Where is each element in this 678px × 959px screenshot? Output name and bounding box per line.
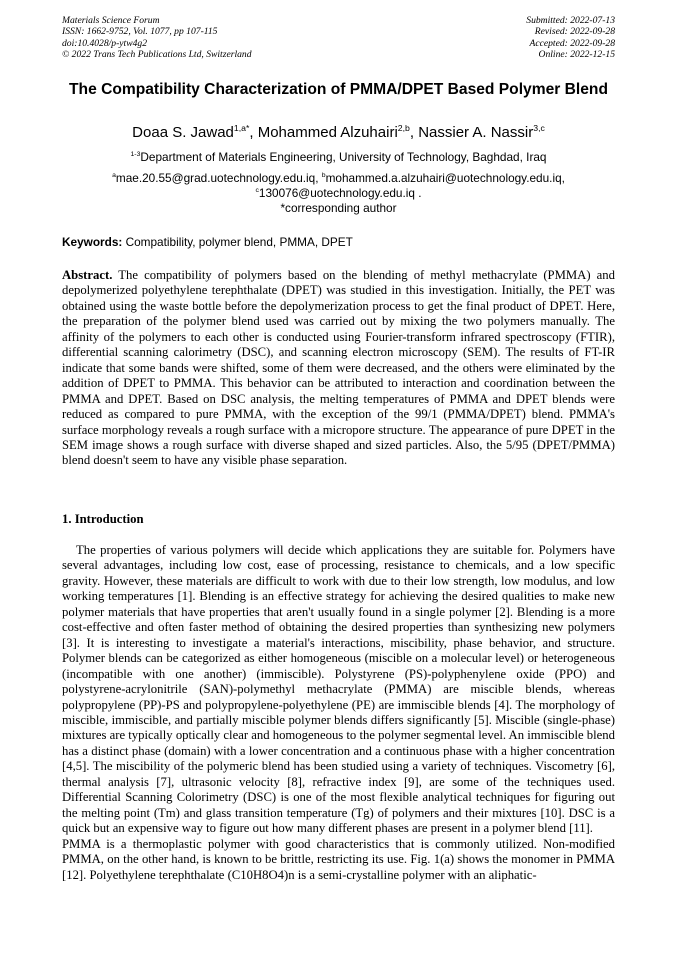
date-revised: Revised: 2022-09-28	[534, 26, 615, 38]
paper-title: The Compatibility Characterization of PMMA/DPET Based Polymer Blend	[69, 81, 608, 98]
submission-dates	[526, 15, 615, 60]
email-c: 130076@uotechnology.edu.iq .	[258, 185, 422, 200]
email-mark: b	[321, 172, 326, 180]
email-mark: a	[112, 172, 116, 180]
author-name: Nassier A. Nassir	[418, 124, 534, 141]
abstract-text: The compatibility of polymers based on the blending of methyl methacrylate (PMMA) and depolymerized polyethylene terephthalate (DPET) was studied in this investigation. Initially, the PET was obtained using the waste bottle before the depolymerization process to get the final product of DPET. Here, the preparation of the polymer blend used was carried out by mixing the two polymers manually. The affinity of the polymers to each other is conducted using Fourier-transform infrared spectroscopy (FTIR), differential scanning calorimetry (DSC), and scanning electron microscopy (SEM). The results of FT-IR indicate that some bands were shifted, some of them were decreased, and the others were eliminated by the addition of DPET to PMMA. This behavior can be attributed to interaction and coordination between the PMMA and DPET. Based on DSC analysis, the melting temperatures of PMMA and DPET blends were reduced as compared to pure PMMA, with the exception of the 99/1 (PMMA/DPET) blend. PMMA's surface morphology reveals a rough surface with a micropore structure. The appearance of pure DPET in the SEM image shows a rough surface with diverse shaped and sized particles. Also, the 5/95 (DPET/PMMA) blend doesn't seem to have any visible phase separation.	[62, 268, 615, 468]
author-name: Mohammed Alzuhairi	[257, 124, 398, 141]
date-submitted: Submitted: 2022-07-13	[526, 15, 615, 26]
author-emails	[62, 171, 615, 215]
author-list	[62, 124, 615, 142]
abstract	[62, 268, 615, 469]
paragraph: The properties of various polymers will decide which applications they are suitable for. Polymers have several advantages, including low cost, ease of processing, resistance to chemicals, and a low specific gravity. However, these materials are difficult to work with due to their low strength, low modulus, and low working temperatures [1]. Blending is an effective strategy for achieving the desired qualities to make new polymer materials that have properties that aren't usually found in a single polymer [2]. Blending is a more cost-effective and often faster method of obtaining the desired properties than synthesizing new polymers [3]. It is interesting to investigate a material's interactions, miscibility, phase behavior, and structure. Polymer blends can be categorized as either homogeneous (miscible on a molecular level) or heterogeneous (incompatible with one another) (immiscible). Polystyrene (PS)-polyphenylene oxide (PPO) and polystyrene-acrylonitrile (SAN)-polymethyl methacrylate (PMMA) are miscible blends, whereas polypropylene (PP)-PS and polypropylene-polyethylene (PE) are immiscible blends [4]. The morphology of miscible, immiscible, and partially miscible polymer blends differs significantly [5]. Miscible (single-phase) mixtures are typically optically clear and homogeneous to the polymer segmental level. An immiscible blend has a distinct phase (domain) with a lower concentration and a continuous phase with a higher concentration [4,5]. The miscibility of the polymeric blend has been studied using a variety of techniques. Viscometry [6], thermal analysis [7], ultrasonic velocity [8], refractive index [9], are some of the techniques used. Differential Scanning Colorimetry (DSC) is one of the most flexible analytical techniques for figuring out the melting point (Tm) and glass transition temperature (Tg) of polymers and their mixtures [10]. DSC is a quick but an expensive way to figure out how many different phases are present in a polymer blend [11].	[62, 543, 615, 836]
email-a: mae.20.55@grad.uotechnology.edu.iq,	[115, 171, 322, 185]
corresponding-author-note: *corresponding author	[280, 200, 397, 215]
email-b: mohammed.a.alzuhairi@uotechnology.edu.iq,	[325, 171, 565, 185]
journal-name: Materials Science Forum	[62, 15, 160, 26]
abstract-label: Abstract.	[62, 268, 113, 282]
email-line	[62, 171, 615, 186]
section-heading-introduction: 1. Introduction	[62, 512, 144, 526]
author-affiliation-mark: 2,b	[397, 123, 410, 133]
author-separator: ,	[409, 124, 419, 141]
affiliation-text: Department of Materials Engineering, University of Technology, Baghdad, Iraq	[140, 150, 547, 164]
introduction-body	[62, 543, 615, 883]
author-name: Doaa S. Jawad	[132, 124, 234, 141]
journal-copyright: © 2022 Trans Tech Publications Ltd, Switzerland	[62, 48, 252, 60]
affiliation-mark: 1-3	[130, 151, 141, 159]
affiliation	[62, 150, 615, 164]
keywords-text: Compatibility, polymer blend, PMMA, DPET	[122, 235, 353, 249]
journal-info	[62, 15, 252, 60]
author-affiliation-mark: 1,a*	[233, 123, 250, 133]
date-online: Online: 2022-12-15	[538, 48, 615, 60]
email-mark: c	[255, 186, 259, 194]
keywords-label: Keywords:	[62, 235, 123, 249]
paragraph: PMMA is a thermoplastic polymer with good characteristics that is commonly utilized. Non-modified PMMA, on the other hand, is known to be brittle, restricting its use. Fig. 1(a) shows the monomer in PMMA [12]. Polyethylene terephthalate (C10H8O4)n is a semi-crystalline polymer with an aliphatic-	[62, 836, 615, 882]
email-line	[62, 186, 615, 201]
keywords	[62, 235, 615, 249]
journal-issn: ISSN: 1662-9752, Vol. 1077, pp 107-115	[62, 26, 218, 38]
journal-doi: doi:10.4028/p-ytw4g2	[62, 37, 148, 49]
date-accepted: Accepted: 2022-09-28	[529, 37, 615, 49]
author-affiliation-mark: 3,c	[533, 123, 545, 133]
author-separator: ,	[249, 124, 258, 141]
